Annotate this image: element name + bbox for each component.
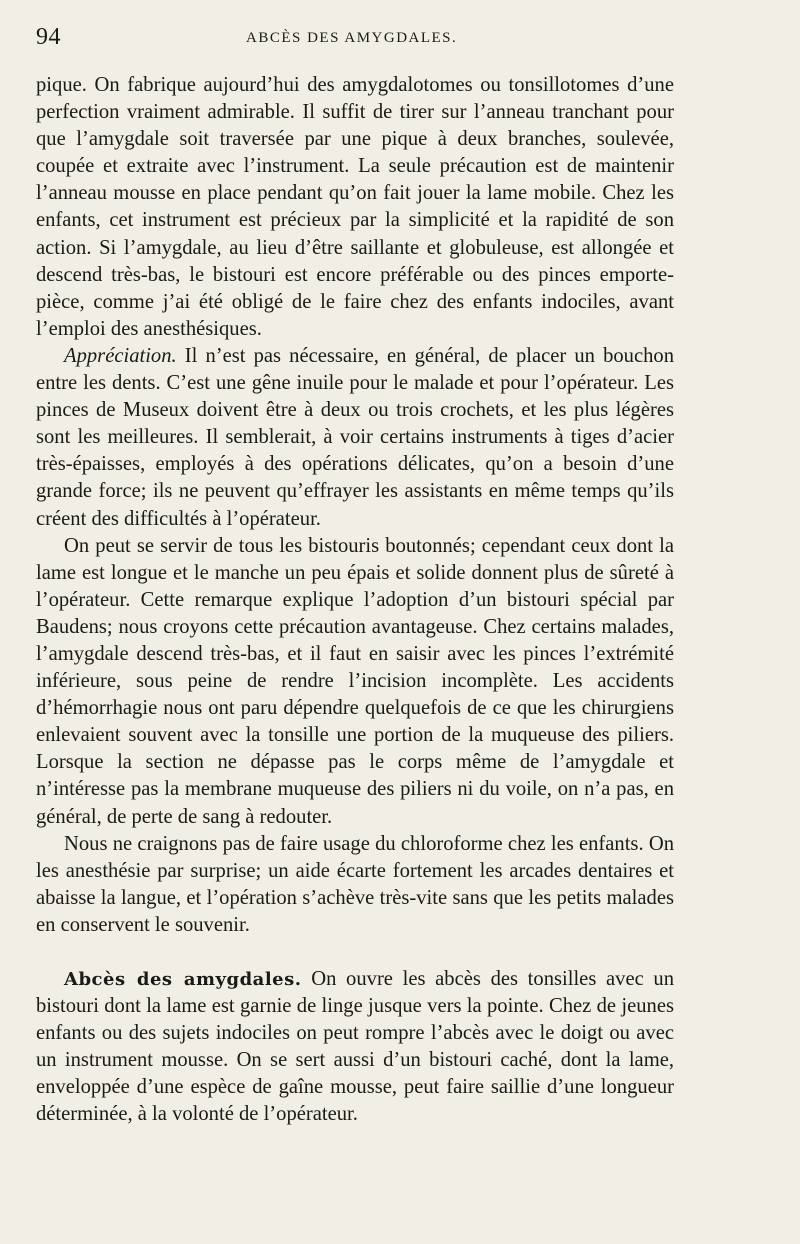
paragraph-text: On peut se servir de tous les bistouris boutonnés; cependant ceux dont la lame est longue et le manche un peu épais et solide donnent plus de sûreté à l’opérateur. Cette remarque explique l’adoption d’un bistouri spécial par Baudens; nous croyons cette précaution avantageuse. Chez certains malades, l’amygdale descend très-bas, et il faut en saisir avec les pinces l’extrémité inférieure, sous peine de rendre l’incision incomplète. Les accidents d’hémorrhagie nous ont paru dépendre quelquefois de ce que les chirurgiens enlevaient souvent avec la tonsille une portion de la muqueuse des piliers. Lorsque la section ne dépasse pas le corps même de l’amygdale et n’intéresse pas la membrane muqueuse des piliers ni du voile, on n’a pas, en général, de perte de sang à redouter.	[36, 534, 674, 828]
section-abces	[36, 966, 674, 1129]
section-title: Abcès des amygdales.	[64, 969, 302, 990]
paragraph-continued	[36, 72, 674, 343]
running-head	[36, 24, 674, 54]
paragraph-appreciation	[36, 343, 674, 533]
section-break	[36, 939, 674, 966]
page-number: 94	[36, 24, 61, 50]
section-text: On ouvre les abcès des tonsilles avec un bistouri dont la lame est garnie de linge jusque vers la pointe. Chez de jeunes enfants ou des sujets indociles on peut rompre l’abcès avec le doigt ou avec un instrument mousse. On se sert aussi d’un bistouri caché, dont la lame, enveloppée d’une espèce de gaîne mousse, peut faire saillie d’une longueur déterminée, à la volonté de l’opérateur.	[36, 968, 674, 1126]
running-title: ABCÈS DES AMYGDALES.	[246, 30, 458, 46]
paragraph-text: Il n’est pas nécessaire, en général, de placer un bouchon entre les dents. C’est une gêne inuile pour le malade et pour l’opérateur. Les pinces de Museux doivent être à deux ou trois crochets, et les plus légères sont les meilleures. Il semblerait, à voir certains instruments à tiges d’acier très-épaisses, employés à des opérations délicates, qu’on a besoin d’une grande force; ils ne peuvent qu’effrayer les assistants en même temps qu’ils créent des difficultés à l’opérateur.	[36, 344, 674, 530]
paragraph-chloroforme	[36, 831, 674, 939]
paragraph-bistouris	[36, 533, 674, 831]
body-text	[36, 72, 674, 1129]
paragraph-lead: Appréciation.	[64, 344, 177, 367]
paragraph-text: pique. On fabrique aujourd’hui des amygdalotomes ou tonsillotomes d’une perfection vraiment admirable. Il suffit de tirer sur l’anneau tranchant pour que l’amygdale soit traversée par une pique à deux branches, soulevée, coupée et extraite avec l’instrument. La seule précaution est de maintenir l’anneau mousse en place pendant qu’on fait jouer la lame mobile. Chez les enfants, cet instrument est précieux par la simplicité et la rapidité de son action. Si l’amygdale, au lieu d’être saillante et globuleuse, est allongée et descend très-bas, le bistouri est encore préférable ou des pinces emporte-pièce, comme j’ai été obligé de le faire chez des enfants indociles, avant l’emploi des anesthésiques.	[36, 74, 674, 340]
paragraph-text: Nous ne craignons pas de faire usage du chloroforme chez les enfants. On les anesthésie par surprise; un aide écarte fortement les arcades dentaires et abaisse la langue, et l’opération s’achève très-vite sans que les petits malades en conservent le souvenir.	[36, 832, 674, 936]
